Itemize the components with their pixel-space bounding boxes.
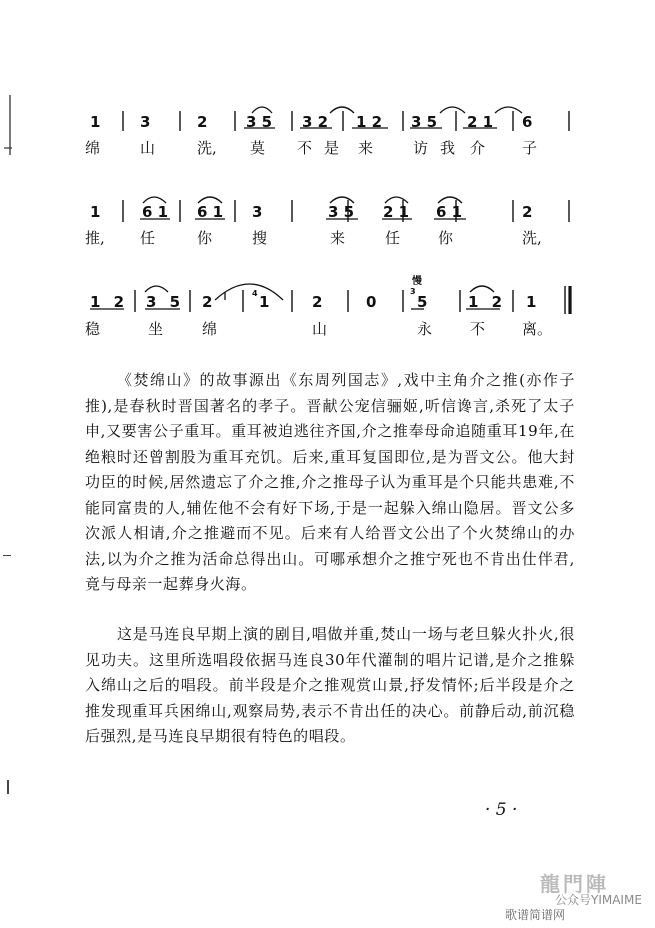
lyric: 山 bbox=[140, 139, 156, 157]
lyric: 坐 bbox=[148, 320, 164, 338]
watermark-logo: 龍門陣 bbox=[540, 872, 609, 896]
lyric: 来 bbox=[330, 229, 346, 247]
note: 2 bbox=[312, 293, 323, 311]
body-paragraph: 《焚绵山》的故事源出《东周列国志》,戏中主角介之推(亦作子推),是春秋时晋国著名的孝子。晋献公宠信骊姬,听信谗言,杀死了太子申,又要害公子重耳。重耳被迫逃往齐国,介之推奉母命追随重耳19年,在绝粮时还曾割股为重耳充饥。后来,重耳复国即位,是为晋文公。他大封功臣的时候,居然遗忘了介之推,介之推母子认为重耳是个只能共患难,不能同富贵的人,辅佐他不会有好下场,于是一起躲入绵山隐居。晋文公多次派人相请,介之推避而不见。后来有人给晋文公出了个火焚绵山的办法,以为介之推为活命总得出山。可哪承想介之推宁死也不肯出仕伴君,竟与母亲一起葬身火海。 bbox=[85, 371, 575, 593]
lyric: 莫 bbox=[250, 139, 266, 157]
lyric: 搜 bbox=[252, 229, 268, 247]
watermark-site: 歌谱简谱网 bbox=[505, 908, 566, 922]
lyric: 不是 bbox=[297, 139, 352, 157]
lyric: 不 bbox=[470, 320, 486, 338]
page-number: · 5 · bbox=[485, 800, 518, 820]
lyric: 洗, bbox=[522, 229, 542, 247]
lyric: 子 bbox=[522, 139, 538, 157]
lyric: 推, bbox=[85, 229, 105, 247]
note: 0 bbox=[366, 293, 377, 311]
note: 6 bbox=[522, 113, 533, 131]
note: 6 1 bbox=[436, 203, 463, 221]
jianpu-score bbox=[0, 0, 655, 350]
svg-text:3: 3 bbox=[410, 287, 416, 296]
lyric: 任 bbox=[385, 229, 401, 247]
tempo-marking: 慢 bbox=[412, 276, 422, 287]
note: 3 5 bbox=[411, 113, 438, 131]
note: 2 bbox=[202, 293, 213, 311]
lyric: 来 bbox=[358, 139, 374, 157]
svg-text:4: 4 bbox=[252, 289, 258, 298]
note: 3 5 bbox=[146, 293, 185, 311]
note: 1 2 bbox=[356, 113, 383, 131]
note: 2 1 bbox=[383, 203, 410, 221]
note: 2 bbox=[522, 203, 533, 221]
note: 6 1 bbox=[197, 203, 224, 221]
note: 2 1 bbox=[467, 113, 494, 131]
lyric: 访我 bbox=[413, 139, 468, 157]
lyric: 离。 bbox=[522, 320, 553, 338]
note: 1 bbox=[90, 203, 101, 221]
note: 1 bbox=[90, 113, 101, 131]
note: 1 bbox=[259, 293, 270, 311]
lyric: 绵 bbox=[202, 320, 218, 338]
lyric: 洗, bbox=[197, 139, 217, 157]
lyric: 任 bbox=[140, 229, 156, 247]
lyric: 绵 bbox=[85, 139, 101, 157]
note: 3 5 bbox=[246, 113, 273, 131]
watermark-wechat: 公众号YIMAIME bbox=[555, 893, 642, 907]
lyric: 山 bbox=[312, 320, 328, 338]
note: 3 5 bbox=[328, 203, 355, 221]
lyric: 稳 bbox=[85, 320, 101, 338]
body-paragraph: 这是马连良早期上演的剧目,唱做并重,焚山一场与老旦躲火扑火,很见功夫。这里所选唱段依据马连良30年代灌制的唱片记谱,是介之推躲入绵山之后的唱段。前半段是介之推观赏山景,抒发情怀;后半段是介之推发现重耳兵困绵山,观察局势,表示不肯出任的决心。前静后动,前沉稳后强烈,是马连良早期很有特色的唱段。 bbox=[85, 625, 575, 745]
lyric: 你 bbox=[197, 229, 213, 247]
note: 1 bbox=[526, 293, 537, 311]
note: 5 bbox=[417, 293, 428, 311]
note: 3 bbox=[140, 113, 151, 131]
lyric: 介 bbox=[470, 139, 486, 157]
lyric: 你 bbox=[438, 229, 454, 247]
note: 2 bbox=[197, 113, 208, 131]
note: 1 2 bbox=[468, 293, 507, 311]
note: 3 2 bbox=[302, 113, 329, 131]
note: 3 bbox=[252, 203, 263, 221]
lyric: 永 bbox=[417, 320, 433, 338]
note: 1 2 bbox=[90, 293, 129, 311]
left-margin-mark bbox=[3, 555, 11, 556]
left-margin-mark bbox=[7, 780, 9, 794]
note: 6 1 bbox=[142, 203, 169, 221]
